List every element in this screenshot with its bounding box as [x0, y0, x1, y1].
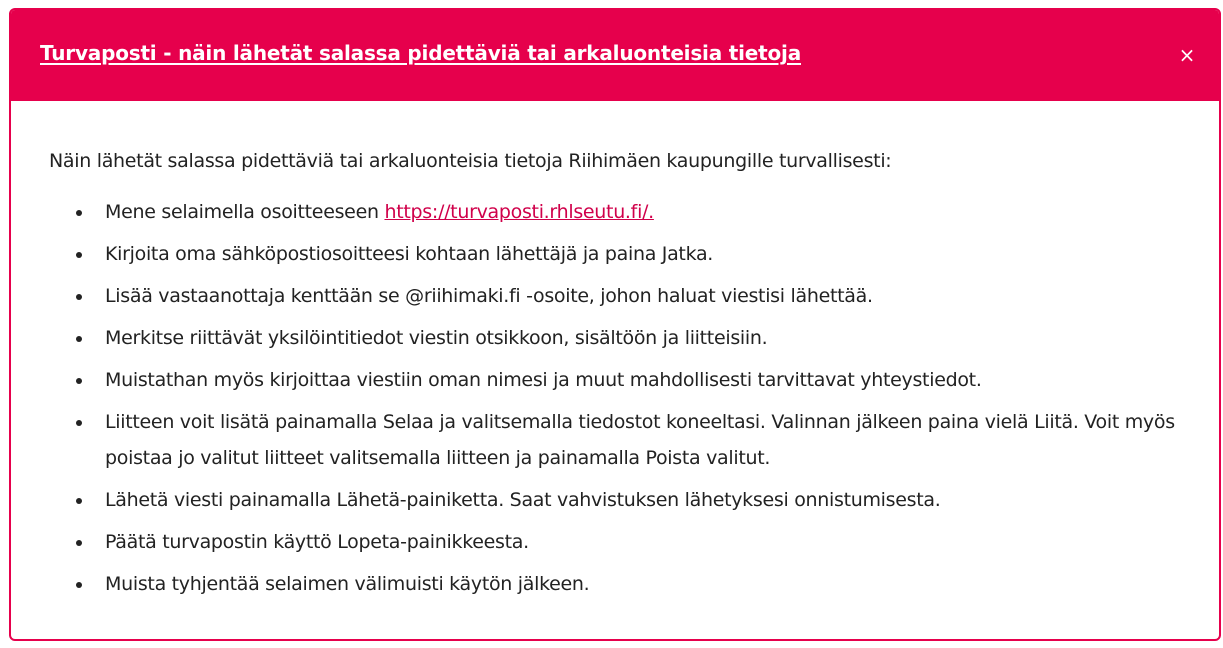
bullet-icon: [76, 252, 82, 258]
modal-body: [49, 143, 1189, 608]
step-text: Päätä turvapostin käyttö Lopeta-painikkeesta.: [105, 531, 529, 553]
list-item: [49, 482, 1189, 518]
bullet-icon: [76, 378, 82, 384]
intro-text: Näin lähetät salassa pidettäviä tai arkaluonteisia tietoja Riihimäen kaupungille turvallisesti:: [49, 150, 892, 172]
bullet-icon: [76, 210, 82, 216]
step-text: Muistathan myös kirjoittaa viestiin oman nimesi ja muut mahdollisesti tarvittavat yhteystiedot.: [105, 369, 982, 391]
list-item: [49, 362, 1189, 398]
modal-header: [11, 10, 1219, 101]
list-item: [49, 320, 1189, 356]
step-text: Lisää vastaanottaja kenttään se @riihimaki.fi -osoite, johon haluat viestisi lähettää.: [105, 285, 873, 307]
step-text: Mene selaimella osoitteeseen: [105, 201, 379, 223]
step-text: Lähetä viesti painamalla Lähetä-painiketta. Saat vahvistuksen lähetyksesi onnistumisesta.: [105, 489, 941, 511]
modal-title-link[interactable]: Turvaposti - näin lähetät salassa pidettäviä tai arkaluonteisia tietoja: [40, 41, 801, 65]
bullet-icon: [76, 294, 82, 300]
step-text: Liitteen voit lisätä painamalla Selaa ja valitsemalla tiedostot koneeltasi. Valinnan jälkeen paina vielä Liitä. Voit myös poistaa jo valitut liitteet valitsemalla liitteen ja painamalla Poista valitut.: [105, 411, 1175, 469]
list-item: [49, 194, 1189, 230]
info-modal: [9, 8, 1221, 641]
list-item: [49, 278, 1189, 314]
list-item: [49, 236, 1189, 272]
close-button[interactable]: ×: [1178, 43, 1196, 67]
bullet-icon: [76, 498, 82, 504]
step-text: Kirjoita oma sähköpostiosoitteesi kohtaan lähettäjä ja paina Jatka.: [105, 243, 714, 265]
step-text: Muista tyhjentää selaimen välimuisti käytön jälkeen.: [105, 573, 590, 595]
bullet-icon: [76, 420, 82, 426]
bullet-icon: [76, 540, 82, 546]
step-text: Merkitse riittävät yksilöintitiedot viestin otsikkoon, sisältöön ja liitteisiin.: [105, 327, 768, 349]
turvaposti-link[interactable]: https://turvaposti.rhlseutu.fi/.: [384, 201, 654, 223]
bullet-icon: [76, 336, 82, 342]
bullet-icon: [76, 582, 82, 588]
list-item: [49, 566, 1189, 602]
list-item: [49, 404, 1189, 476]
list-item: [49, 524, 1189, 560]
instructions-list: [49, 194, 1189, 602]
